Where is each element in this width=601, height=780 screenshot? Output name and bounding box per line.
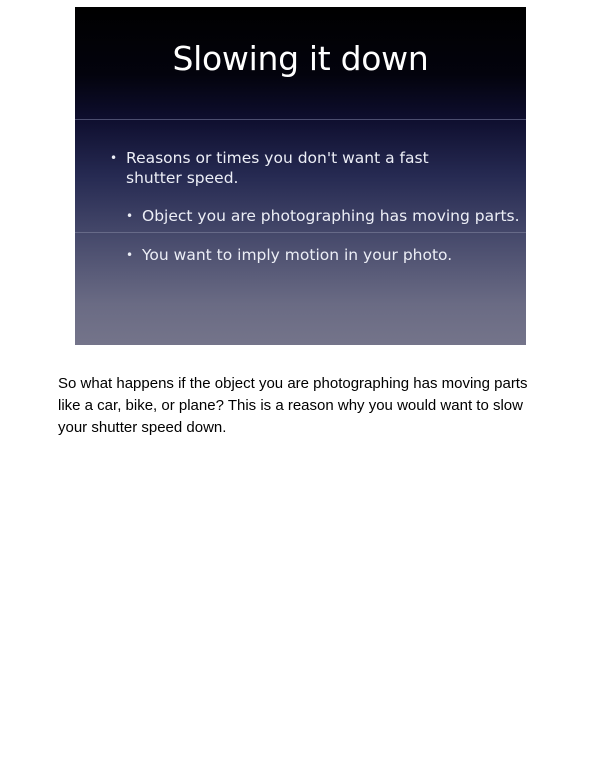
slide-bullet	[110, 148, 476, 188]
bullet-dot-icon: •	[126, 209, 134, 223]
slide-bullet-text: Object you are photographing has moving parts.	[142, 207, 520, 225]
slide-title: Slowing it down	[172, 39, 429, 78]
slide-bullet-text: You want to imply motion in your photo.	[142, 246, 453, 264]
bullet-dot-icon: •	[126, 248, 134, 262]
slide-bullet-text: Reasons or times you don't want a fast shutter speed.	[126, 149, 429, 187]
slide-sub-bullet	[126, 245, 522, 265]
body-paragraph: So what happens if the object you are photographing has moving parts like a car, bike, or plane? This is a reason why you would want to slow your shutter speed down.	[58, 375, 528, 436]
slide-divider	[75, 119, 526, 120]
slide-image	[75, 7, 526, 345]
slide-sub-bullet	[126, 206, 522, 226]
slide-divider	[75, 232, 526, 233]
bullet-dot-icon: •	[110, 151, 118, 165]
